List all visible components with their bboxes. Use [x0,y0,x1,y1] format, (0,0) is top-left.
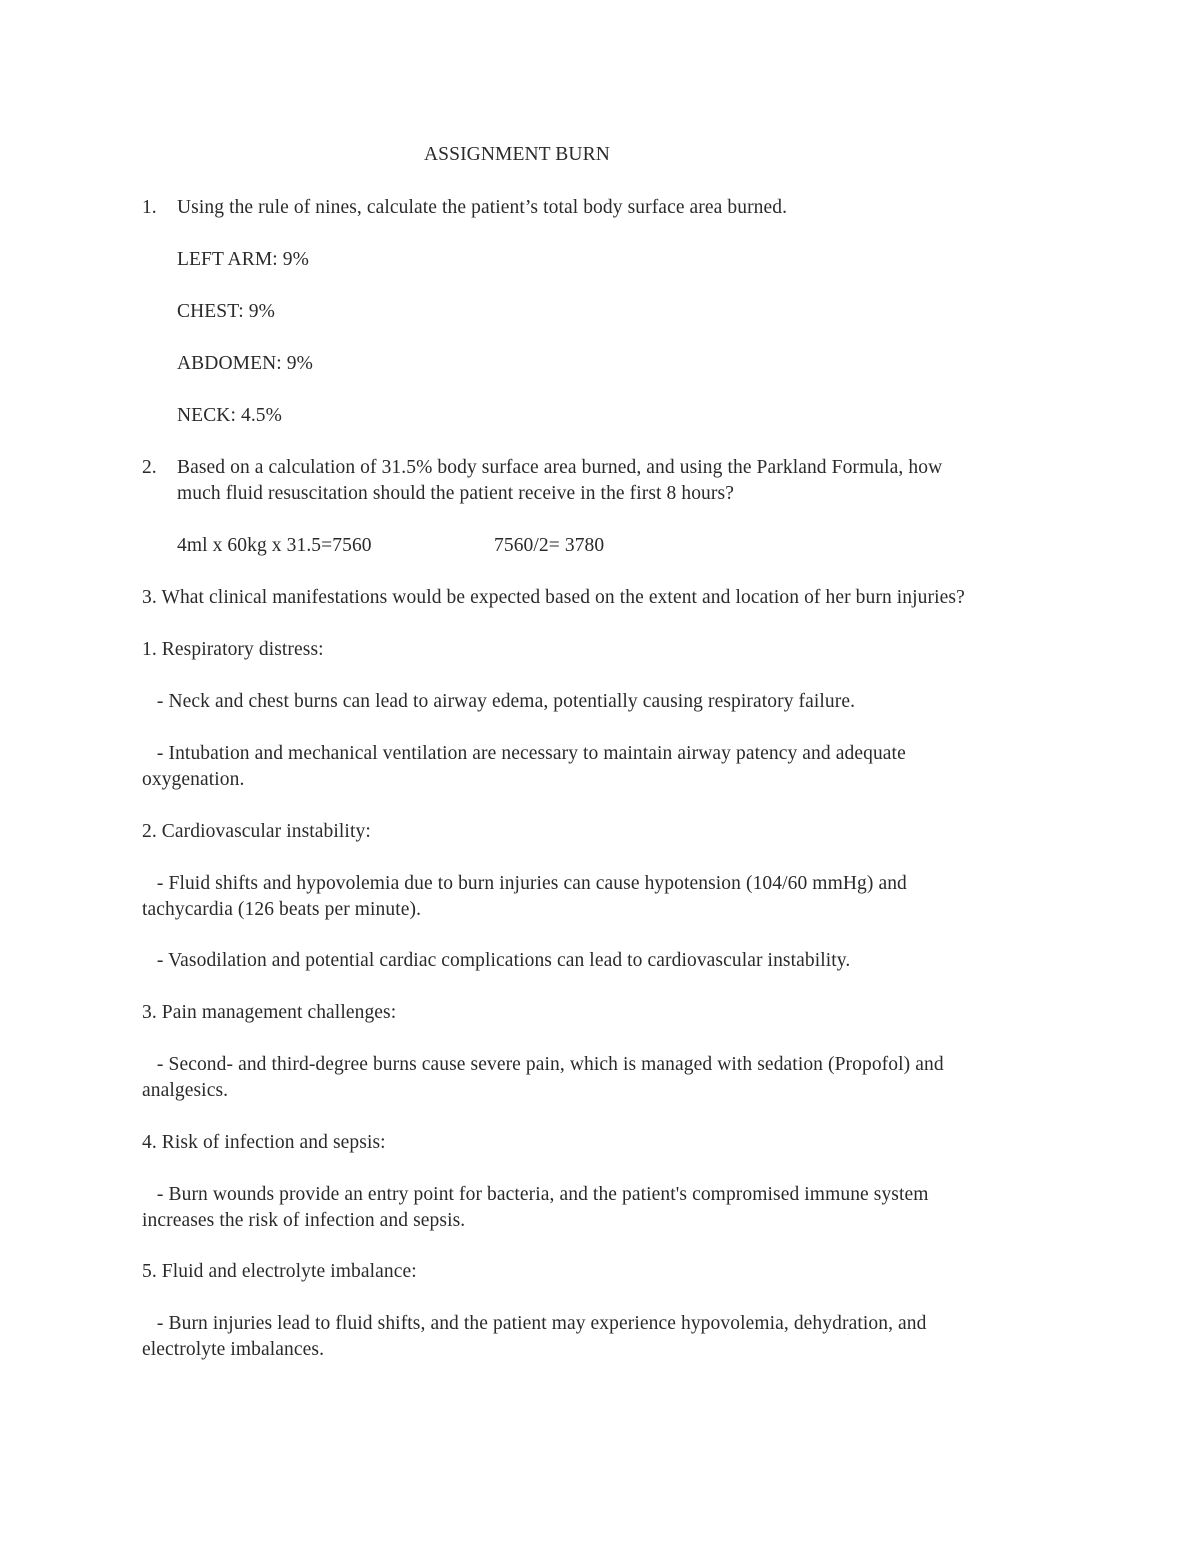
q2-calculation-total: 4ml x 60kg x 31.5=7560 [177,535,372,556]
section-point: - Burn wounds provide an entry point for bacteria, and the patient's compromised immune system [142,1184,929,1205]
section-point-continuation: tachycardia (126 beats per minute). [142,899,422,920]
q1-answer-abdomen: ABDOMEN: 9% [177,353,313,374]
section-point: - Vasodilation and potential cardiac complications can lead to cardiovascular instability. [142,950,851,971]
section-point: - Neck and chest burns can lead to airway edema, potentially causing respiratory failure. [142,691,856,712]
section-heading-cardiovascular: 2. Cardiovascular instability: [142,821,371,842]
section-heading-respiratory: 1. Respiratory distress: [142,639,324,660]
q1-number: 1. [142,197,157,218]
section-point-continuation: analgesics. [142,1080,229,1101]
q1-answer-chest: CHEST: 9% [177,301,275,322]
section-heading-pain: 3. Pain management challenges: [142,1002,397,1023]
document-title: ASSIGNMENT BURN [424,144,610,165]
section-point: - Fluid shifts and hypovolemia due to burn injuries can cause hypotension (104/60 mmHg) and [142,873,907,894]
section-heading-fluid-electrolyte: 5. Fluid and electrolyte imbalance: [142,1261,417,1282]
q1-answer-neck: NECK: 4.5% [177,405,282,426]
q1-answer-left-arm: LEFT ARM: 9% [177,249,309,270]
section-point: - Second- and third-degree burns cause severe pain, which is managed with sedation (Propofol) and [142,1054,944,1075]
q2-text-line1: Based on a calculation of 31.5% body surface area burned, and using the Parkland Formula, how [177,457,943,478]
section-point-continuation: increases the risk of infection and sepsis. [142,1210,466,1231]
section-heading-infection: 4. Risk of infection and sepsis: [142,1132,386,1153]
section-point-continuation: oxygenation. [142,769,245,790]
q2-calculation-half: 7560/2= 3780 [494,535,605,556]
q2-number: 2. [142,457,157,478]
section-point-continuation: electrolyte imbalances. [142,1339,325,1360]
q1-text: Using the rule of nines, calculate the patient’s total body surface area burned. [177,197,788,218]
section-point: - Burn injuries lead to fluid shifts, and the patient may experience hypovolemia, dehydration, and [142,1313,927,1334]
q3-text: 3. What clinical manifestations would be expected based on the extent and location of her burn injuries? [142,587,965,608]
section-point: - Intubation and mechanical ventilation are necessary to maintain airway patency and adequate [142,743,906,764]
q2-text-line2: much fluid resuscitation should the patient receive in the first 8 hours? [177,483,734,504]
